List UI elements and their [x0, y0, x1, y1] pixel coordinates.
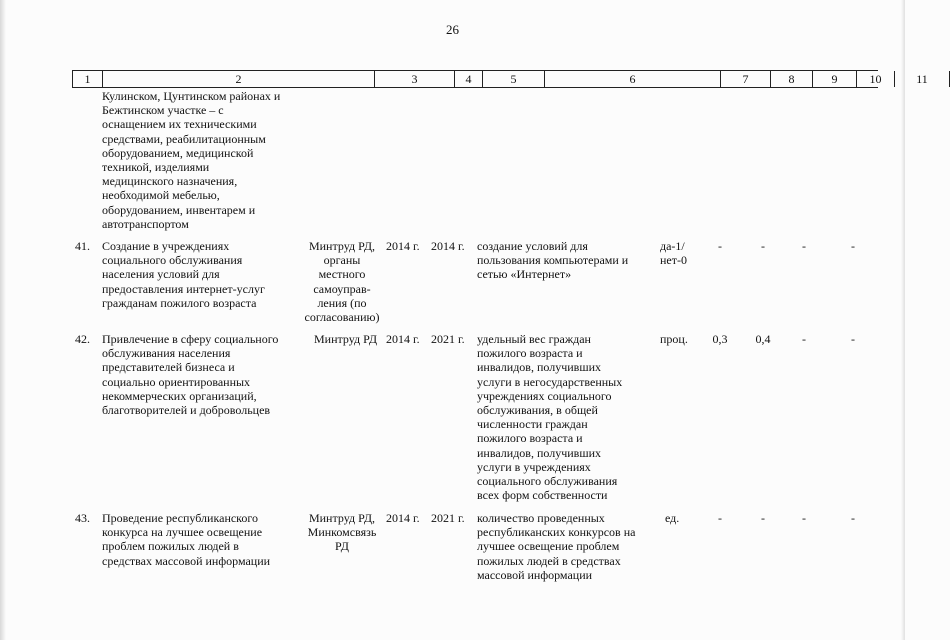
row-name: Создание в учреждениях социального обслуживания населения условий для предоставления интернет-услуг гражданам пожилого возраста — [102, 239, 265, 310]
row-end: 2021 г. — [431, 332, 465, 346]
header-col-6: 6 — [544, 71, 720, 87]
header-col-1: 1 — [72, 71, 102, 87]
row-number: 42. — [75, 332, 90, 346]
row-name: Проведение республиканского конкурса на лучшее освещение проблем пожилых людей в средствах массовой информации — [102, 511, 271, 568]
row-end: 2014 г. — [431, 239, 465, 253]
row-col10: - — [802, 239, 806, 253]
row-indicator: создание условий для пользования компьютерами и сетью «Интернет» — [477, 239, 629, 282]
row-unit: ед. — [665, 511, 680, 525]
row-col8: 0,3 — [712, 332, 728, 346]
header-col-11: 11 — [894, 71, 950, 87]
header-col-2: 2 — [102, 71, 374, 87]
row-start: 2014 г. — [386, 332, 420, 346]
row-col10: - — [802, 332, 806, 346]
row-col9: - — [761, 511, 765, 525]
table-header-row — [72, 70, 928, 88]
row-number: 43. — [75, 511, 90, 525]
row-indicator: удельный вес граждан пожилого возраста и инвалидов, получивших услуги в негосударственных учреждениях социального обслуживания, в общей численности граждан пожилого возраста и инвалидов, получивших услуги в учреждениях социального обслуживания всех форм собственности — [477, 332, 623, 503]
row-executor: Минтруд РД, Минкомсвязь РД — [307, 511, 377, 554]
row-col11: - — [851, 239, 855, 253]
row-end: 2021 г. — [431, 511, 465, 525]
row-col10: - — [802, 511, 806, 525]
row-start: 2014 г. — [386, 239, 420, 253]
row-name: Привлечение в сферу социального обслуживания населения представителей бизнеса и социально ориентированных некоммерческих организаций, благотворителей и добровольцев — [102, 332, 279, 418]
row-col8: - — [718, 511, 722, 525]
scan-left-edge — [0, 0, 6, 640]
page-number: 26 — [446, 22, 459, 37]
row-executor: Минтруд РД, органы местного самоуправ- ления (по согласованию) — [304, 239, 380, 325]
header-col-10: 10 — [856, 71, 894, 87]
row-executor: Минтруд РД — [314, 332, 378, 346]
row-indicator: количество проведенных республиканских конкурсов на лучшее освещение проблем пожилых людей в средствах массовой информации — [477, 511, 636, 582]
row-col9: 0,4 — [755, 332, 771, 346]
row-col8: - — [718, 239, 722, 253]
header-col-7: 7 — [720, 71, 770, 87]
continuation-text: Кулинском, Цунтинском районах и Бежтинском участке – с оснащением их техническими средствами, реабилитационным оборудованием, медицинской техникой, изделиями медицинского назначения, необходимой мебелью, оборудованием, инвентарем и автотранспортом — [102, 89, 281, 231]
header-col-4: 4 — [454, 71, 482, 87]
header-col-5: 5 — [482, 71, 544, 87]
header-col-3: 3 — [374, 71, 454, 87]
row-number: 41. — [75, 239, 90, 253]
header-col-9: 9 — [812, 71, 856, 87]
scan-right-edge — [901, 0, 905, 640]
row-col9: - — [761, 239, 765, 253]
row-unit: да-1/ нет-0 — [660, 239, 687, 268]
row-col11: - — [851, 332, 855, 346]
header-col-8: 8 — [770, 71, 812, 87]
row-start: 2014 г. — [386, 511, 420, 525]
row-unit: проц. — [660, 332, 688, 346]
row-col11: - — [851, 511, 855, 525]
